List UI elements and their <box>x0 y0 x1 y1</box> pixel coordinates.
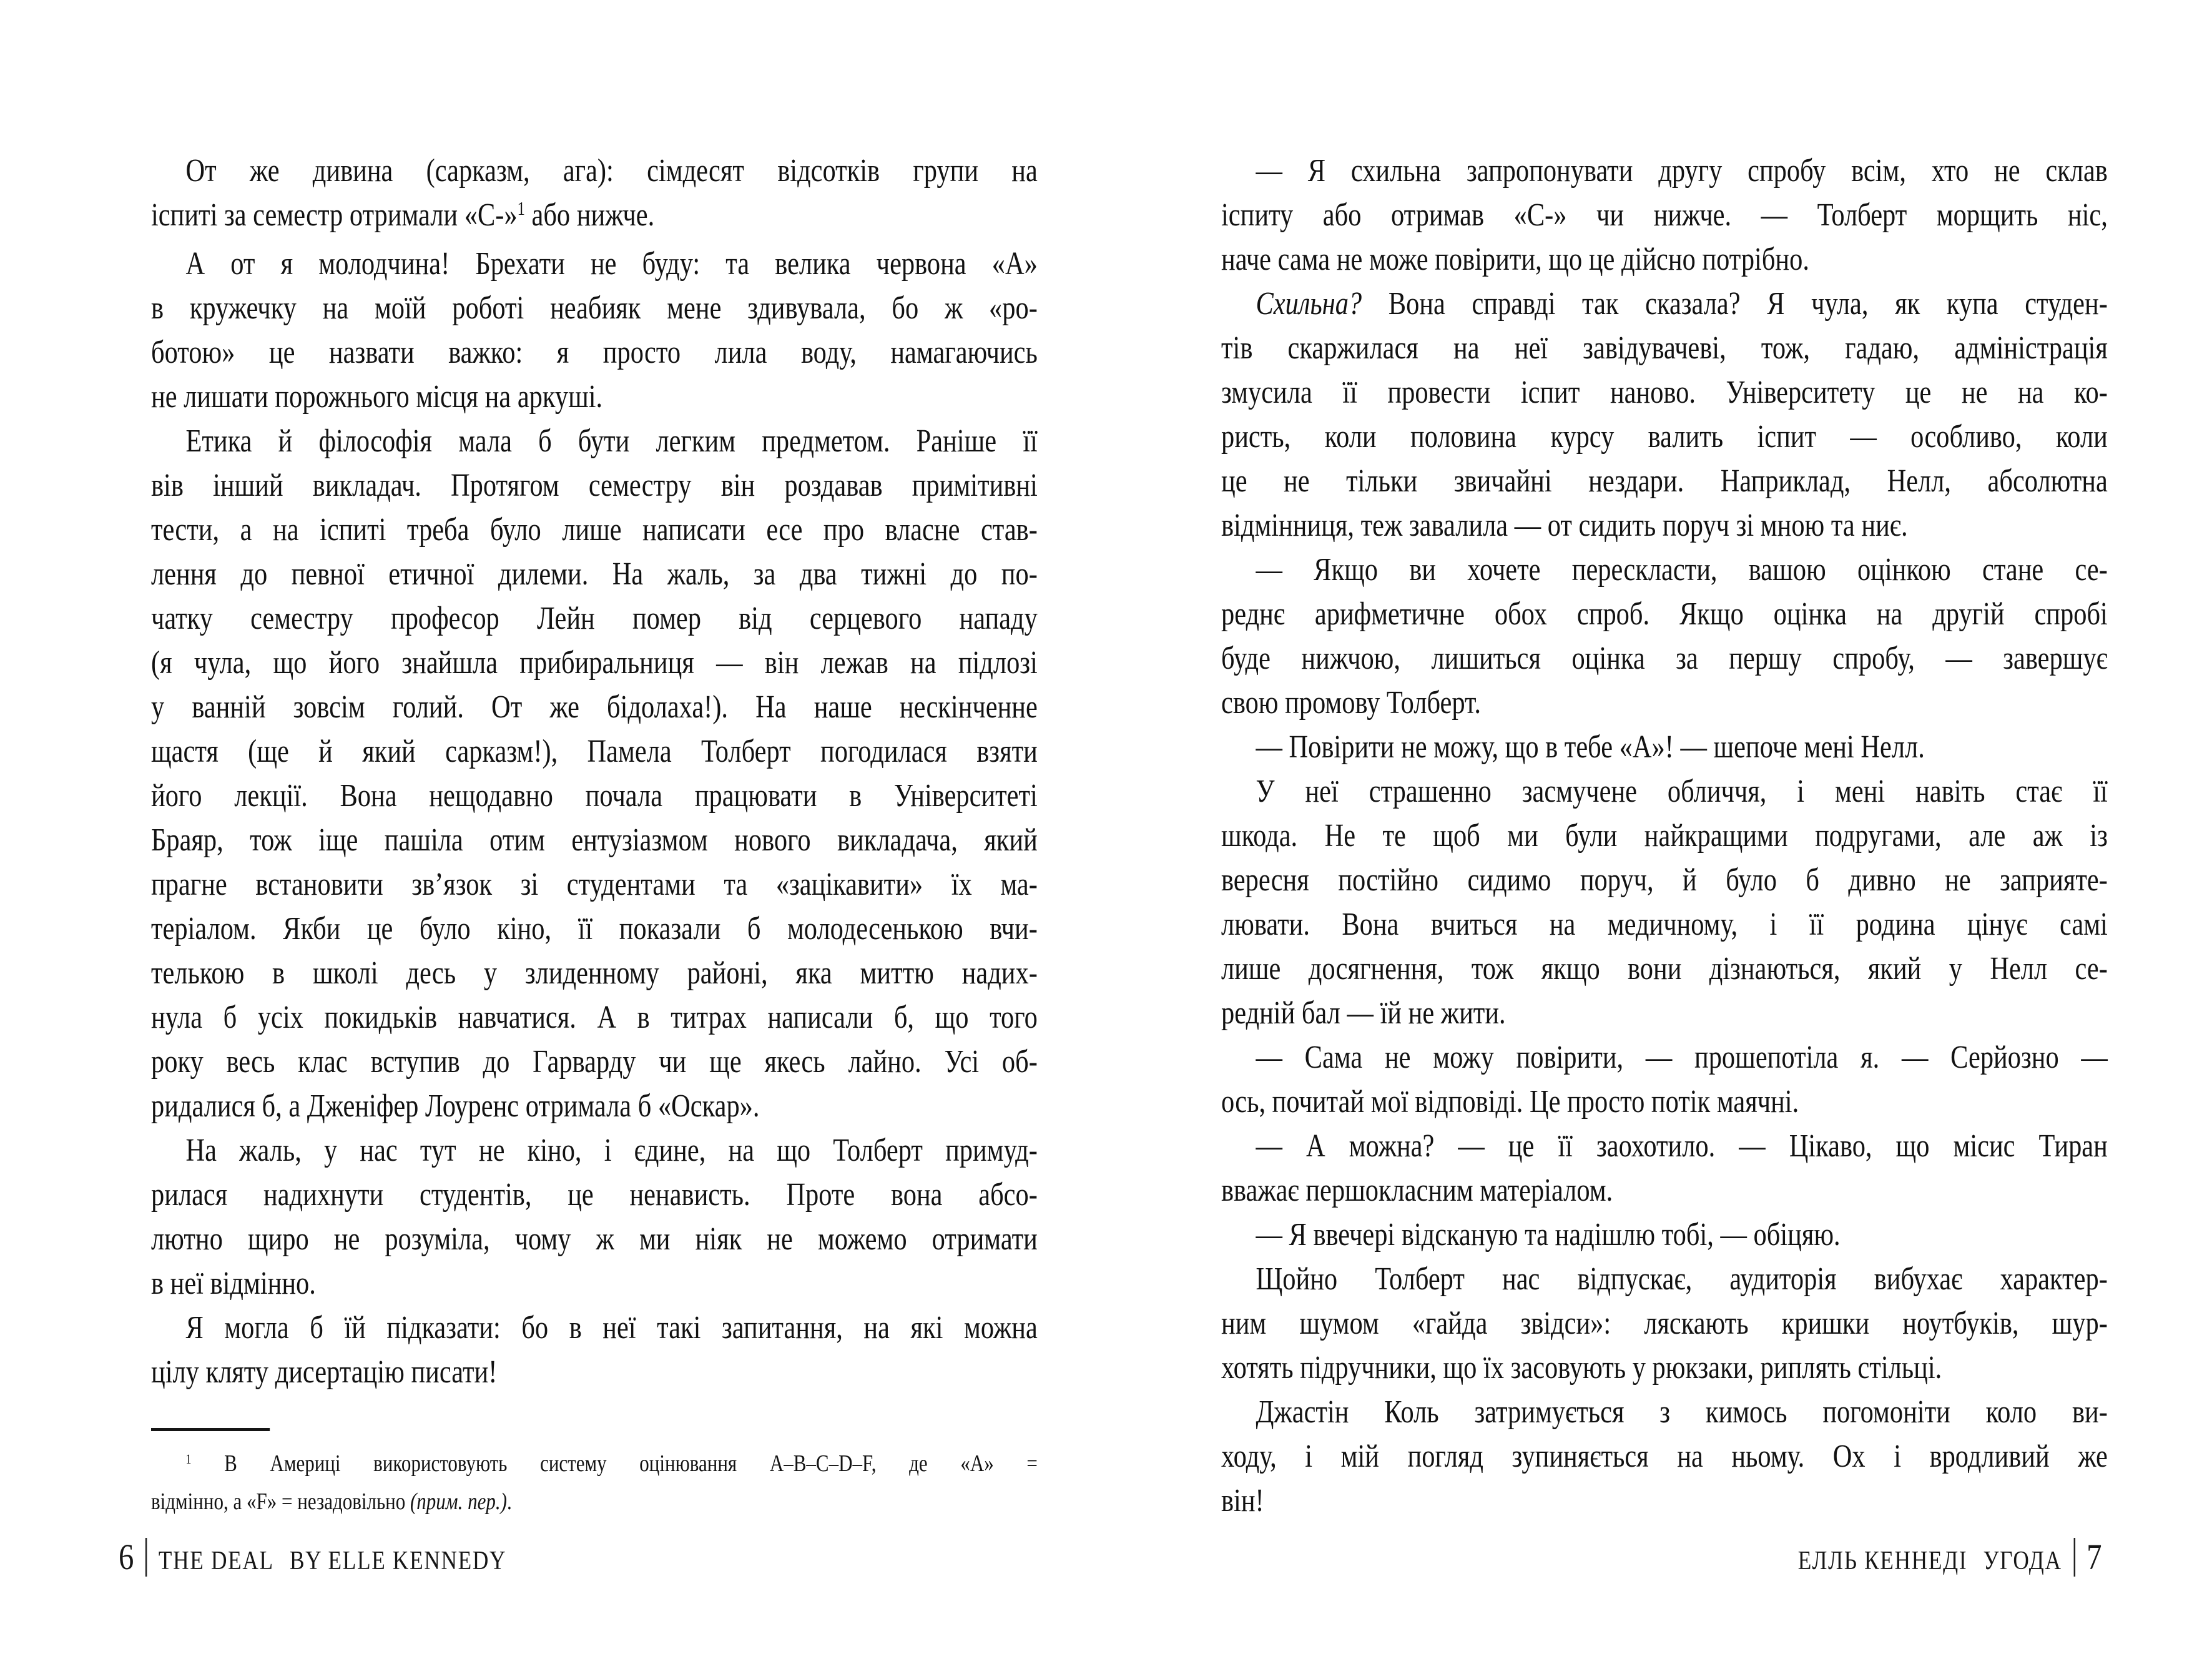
text-run: лише досягнення, тож якщо вони дізнаються, який у Нелл се- <box>1221 951 2108 987</box>
text-run: це не тільки звичайні нездари. Наприклад, Нелл, абсолютна <box>1221 463 2108 499</box>
text-line <box>151 330 1038 375</box>
text-line <box>151 193 1038 242</box>
text-run: — Я схильна запропонувати другу спробу всім, хто не склав <box>1256 153 2108 189</box>
text-run: відмінно, а «F» = незадовільно <box>151 1489 410 1515</box>
text-run: лютно щиро не розуміла, чому ж ми ніяк не можемо отримати <box>151 1221 1038 1257</box>
text-line <box>1221 1257 2108 1301</box>
italic-text: (прим. пер.) <box>410 1489 507 1515</box>
text-line <box>1221 193 2108 237</box>
text-run: ходу, і мій погляд зупиняється на ньому. Ох і вродливий же <box>1221 1439 2108 1474</box>
left-page-footer <box>119 1536 506 1578</box>
left-running-title <box>159 1547 506 1575</box>
text-line <box>1221 1390 2108 1434</box>
text-run: ридалися б, а Дженіфер Лоуренс отримала б «Оскар». <box>151 1088 760 1124</box>
text-line <box>151 1306 1038 1350</box>
left-page-text-column <box>151 149 1038 1520</box>
text-run: він! <box>1221 1483 1264 1519</box>
text-run: Вона справді так сказала? Я чула, як купа студен- <box>1362 286 2108 322</box>
text-run: відмінниця, теж завалила — от сидить поруч зі мною та ниє. <box>1221 508 1908 543</box>
text-run: у ванній зовсім голий. От же бідолаха!). На наше нескінченне <box>151 689 1038 725</box>
text-run: . <box>506 1489 512 1515</box>
text-line <box>1221 1434 2108 1479</box>
text-run: вів інший викладач. Протягом семестру він роздавав примітивні <box>151 468 1038 503</box>
text-run: Щойно Толберт нас відпускає, аудиторія вибухає характер- <box>1256 1261 2108 1297</box>
text-line <box>151 774 1038 818</box>
text-run: рилася надихнути студентів, це ненависть. Проте вона абсо- <box>151 1177 1038 1213</box>
text-line <box>1221 459 2108 503</box>
text-line <box>151 149 1038 193</box>
text-run: нула б усіх покидьків навчатися. А в титрах написали б, що того <box>151 1000 1038 1035</box>
text-run: щастя (ще й який сарказм!), Памела Толберт погодилася взяти <box>151 734 1038 769</box>
text-run: редній бал — їй не жити. <box>1221 995 1506 1031</box>
text-line <box>151 641 1038 685</box>
book-title: THE DEAL <box>158 1547 274 1575</box>
text-run: (я чула, що його знайшла прибиральниця — він лежав на підлозі <box>151 645 1038 681</box>
text-line <box>1221 1346 2108 1390</box>
footer-divider-bar <box>2074 1538 2076 1577</box>
text-run: Джастін Коль затримується з кимось погомоніти коло ви- <box>1256 1394 2108 1430</box>
book-title-ua: УГОДА <box>1983 1547 2063 1575</box>
text-run: його лекції. Вона нещодавно почала працювати в Університеті <box>151 778 1038 814</box>
text-line <box>151 375 1038 419</box>
text-run: іспиту або отримав «С-» чи нижче. — Толберт морщить ніс, <box>1221 197 2108 233</box>
right-page-text-column <box>1221 149 2108 1523</box>
text-line <box>1221 1301 2108 1346</box>
text-run: ним шумом «гайда звідси»: ляскають кришки ноутбуків, шур- <box>1221 1306 2108 1341</box>
text-run: телькою в школі десь у злиденному районі, яка миттю надих- <box>151 955 1038 991</box>
text-run: Браяр, тож іще пашіла отим ентузіазмом нового викладача, який <box>151 822 1038 858</box>
text-line <box>151 907 1038 951</box>
text-run: Етика й філософія мала б бути легким предметом. Раніше її <box>185 423 1038 459</box>
right-page-body <box>1221 149 2108 1523</box>
text-run: шкода. Не те щоб ми були найкращими подругами, але аж із <box>1221 818 2108 854</box>
text-line <box>151 729 1038 774</box>
text-run: — Сама не можу повірити, — прошепотіла я. — Серйозно — <box>1256 1040 2108 1075</box>
footnote-line <box>151 1446 1038 1484</box>
text-line <box>1221 326 2108 370</box>
text-run: наче сама не може повірити, що це дійсно потрібно. <box>1221 242 1809 277</box>
text-line <box>1221 237 2108 282</box>
text-run: року весь клас вступив до Гарварду чи ще якесь лайно. Усі об- <box>151 1044 1038 1080</box>
right-page-number: 7 <box>2087 1537 2102 1577</box>
text-run: вважає першокласним матеріалом. <box>1221 1173 1613 1208</box>
text-line <box>151 1084 1038 1128</box>
text-run: А от я молодчина! Брехати не буду: та велика червона «А» <box>185 246 1038 282</box>
text-line <box>1221 1168 2108 1213</box>
text-line <box>151 1173 1038 1217</box>
text-line <box>1221 592 2108 636</box>
text-run: змусила її провести іспит наново. Університету це не на ко- <box>1221 375 2108 410</box>
text-line <box>1221 503 2108 548</box>
text-line <box>151 596 1038 641</box>
text-run: В Америці використовують систему оцінювання A–B–C–D–F, де «А» = <box>191 1450 1038 1477</box>
text-run: хотять підручники, що їх засовують у рюкзаки, риплять стільці. <box>1221 1350 1942 1386</box>
text-run: прагне встановити зв’язок зі студентами та «зацікавити» їх ма- <box>151 867 1038 902</box>
text-run: реднє арифметичне обох спроб. Якщо оцінка на другій спробі <box>1221 596 2108 632</box>
text-run: теріалом. Якби це було кіно, її показали б молодесенькою вчи- <box>151 911 1038 947</box>
text-run: ось, почитай мої відповіді. Це просто потік маячні. <box>1221 1084 1799 1120</box>
text-line <box>151 463 1038 508</box>
footer-divider-bar <box>145 1538 147 1577</box>
text-run: тів скаржилася на неї завідувачеві, тож, гадаю, адміністрація <box>1221 330 2108 366</box>
text-line <box>1221 725 2108 769</box>
text-line <box>1221 370 2108 415</box>
text-run: буде нижчою, лишиться оцінка за першу спробу, — завершує <box>1221 641 2108 676</box>
text-run: не лишати порожнього місця на аркуші. <box>151 379 603 415</box>
text-run: На жаль, у нас тут не кіно, і єдине, на що Толберт примуд- <box>185 1133 1038 1168</box>
text-line <box>151 995 1038 1040</box>
text-line <box>151 1040 1038 1084</box>
footnote-body <box>151 1446 1038 1520</box>
text-run: іспиті за семестр отримали «С-» <box>151 197 518 233</box>
text-line <box>151 508 1038 552</box>
text-line <box>151 1128 1038 1173</box>
text-line <box>1221 1035 2108 1080</box>
book-author: BY ELLE KENNEDY <box>289 1547 507 1575</box>
right-running-title <box>1798 1547 2062 1575</box>
text-run: або нижче. <box>524 197 655 233</box>
text-run: Я могла б їй підказати: бо в неї такі запитання, на які можна <box>185 1310 1038 1346</box>
footnote-rule <box>151 1428 270 1431</box>
footnote-line <box>151 1484 1038 1520</box>
text-line <box>1221 1479 2108 1523</box>
text-line <box>1221 415 2108 459</box>
text-run: От же дивина (сарказм, ага): сімдесят відсотків групи на <box>185 153 1038 189</box>
footnote <box>151 1428 1038 1520</box>
text-line <box>151 1261 1038 1306</box>
text-line <box>151 951 1038 995</box>
footnote-marker: 1 <box>185 1450 192 1467</box>
text-run: ристь, коли половина курсу валить іспит — особливо, коли <box>1221 419 2108 455</box>
text-run: цілу кляту дисертацію писати! <box>151 1354 498 1390</box>
text-line <box>151 818 1038 862</box>
text-run: — Повірити не можу, що в тебе «А»! — шепоче мені Нелл. <box>1256 729 1925 765</box>
text-line <box>1221 548 2108 592</box>
text-line <box>1221 282 2108 326</box>
left-page-body <box>151 149 1038 1394</box>
book-author-ua: ЕЛЛЬ КЕННЕДІ <box>1798 1547 1968 1575</box>
text-line <box>151 1217 1038 1261</box>
left-page-number: 6 <box>119 1537 134 1577</box>
text-run: — А можна? — це її заохотило. — Цікаво, що місис Тиран <box>1256 1128 2108 1164</box>
footnote-marker: 1 <box>517 198 525 220</box>
text-run: тести, а на іспиті треба було лише написати есе про власне став- <box>151 512 1038 548</box>
text-run: У неї страшенно засмучене обличчя, і мені навіть стає її <box>1256 774 2108 809</box>
text-line <box>1221 769 2108 814</box>
text-run: лювати. Вона вчиться на медичному, і її родина цінує самі <box>1221 907 2108 942</box>
text-line <box>1221 1124 2108 1168</box>
text-line <box>151 242 1038 286</box>
text-line <box>151 552 1038 596</box>
text-line <box>1221 681 2108 725</box>
text-run: чатку семестру професор Лейн помер від серцевого нападу <box>151 601 1038 636</box>
text-line <box>1221 1080 2108 1124</box>
text-line <box>1221 1213 2108 1257</box>
text-line <box>151 419 1038 463</box>
text-line <box>1221 636 2108 681</box>
text-line <box>151 862 1038 907</box>
text-run: в кружечку на моїй роботі неабияк мене здивувала, бо ж «ро- <box>151 290 1038 326</box>
text-line <box>1221 858 2108 902</box>
text-run: вересня постійно сидимо поруч, й було б дивно не заприяте- <box>1221 862 2108 898</box>
text-run: ботою» це назвати важко: я просто лила воду, намагаючись <box>151 335 1038 370</box>
text-line <box>151 286 1038 330</box>
text-line <box>1221 902 2108 947</box>
text-line <box>1221 149 2108 193</box>
text-line <box>1221 991 2108 1035</box>
text-run: свою промову Толберт. <box>1221 685 1481 721</box>
text-line <box>151 1350 1038 1394</box>
text-line <box>151 685 1038 729</box>
text-run: лення до певної етичної дилеми. На жаль, за два тижні до по- <box>151 556 1038 592</box>
text-line <box>1221 947 2108 991</box>
italic-text: Схильна? <box>1256 286 1362 322</box>
right-page-footer <box>1798 1536 2102 1578</box>
text-line <box>1221 814 2108 858</box>
text-run: — Я ввечері відсканую та надішлю тобі, — обіцяю. <box>1256 1217 1841 1253</box>
text-run: — Якщо ви хочете перескласти, вашою оцінкою стане се- <box>1256 552 2108 588</box>
text-run: в неї відмінно. <box>151 1266 316 1301</box>
